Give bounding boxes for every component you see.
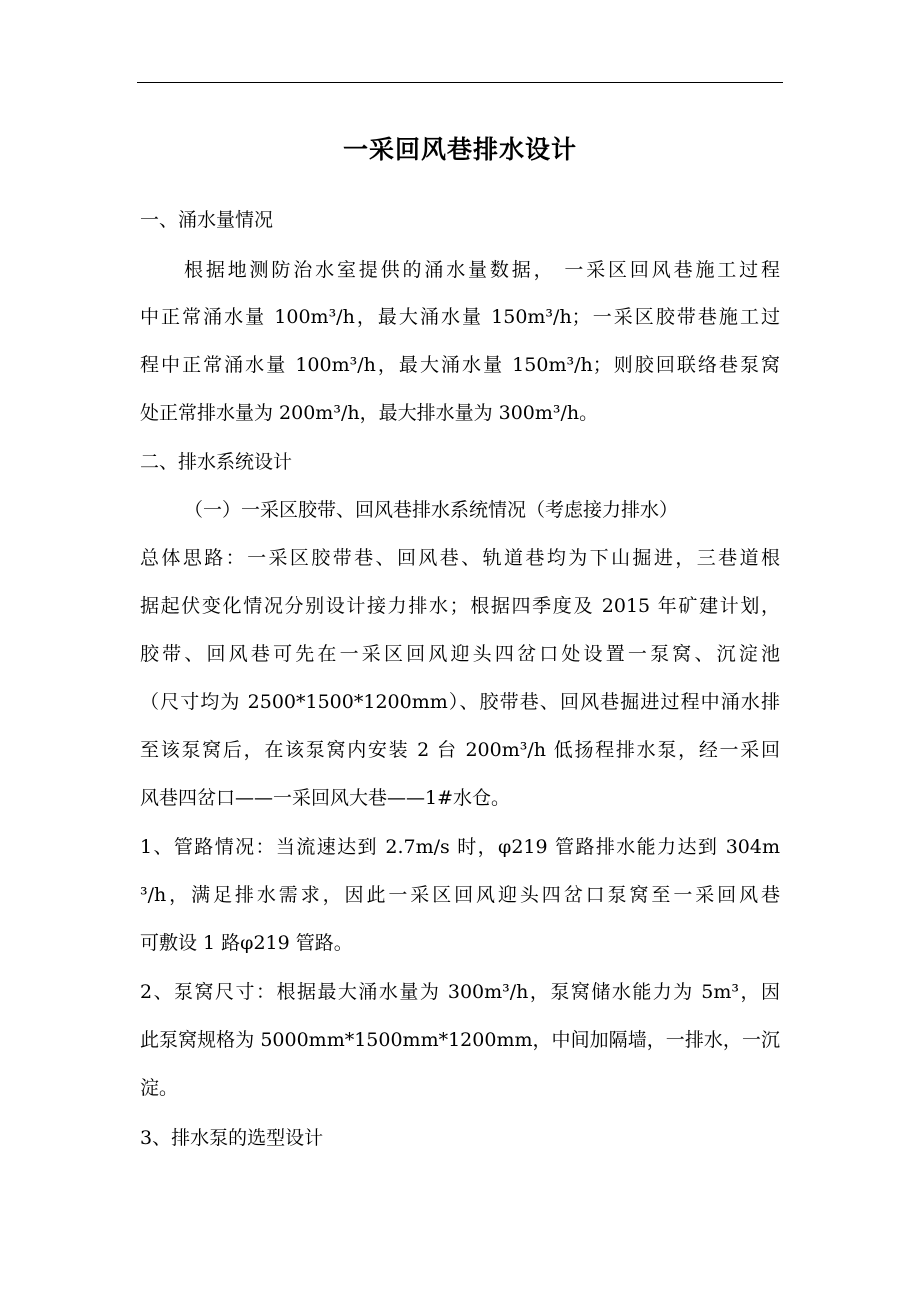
item-pipeline-line: ³/h，满足排水需求，因此一采区回风迎头四岔口泵窝至一采回风巷	[140, 884, 780, 906]
item-pump-pit-line: 此泵窝规格为 5000mm*1500mm*1200mm，中间加隔墙，一排水，一沉	[140, 1029, 780, 1051]
item-pipeline-line: 1、管路情况：当流速达到 2.7m/s 时，φ219 管路排水能力达到 304m	[140, 836, 780, 858]
paragraph-line: 风巷四岔口——一采回风大巷——1#水仓。	[140, 787, 511, 809]
header-rule	[137, 82, 783, 83]
item-pump-pit-line: 2、泵窝尺寸：根据最大涌水量为 300m³/h，泵窝储水能力为 5m³，因	[140, 981, 780, 1003]
section-heading-inflow: 一、涌水量情况	[140, 209, 274, 231]
section-heading-drainage: 二、排水系统设计	[140, 451, 293, 473]
paragraph-line: 据起伏变化情况分别设计接力排水；根据四季度及 2015 年矿建计划，	[140, 595, 780, 617]
paragraph-line: 胶带、回风巷可先在一采区回风迎头四岔口处设置一泵窝、沉淀池	[140, 643, 780, 665]
paragraph-line: 程中正常涌水量 100m³/h，最大涌水量 150m³/h；则胶回联络巷泵窝	[140, 354, 780, 376]
paragraph-line: 中正常涌水量 100m³/h，最大涌水量 150m³/h；一采区胶带巷施工过	[140, 306, 780, 328]
item-pump-pit-line: 淀。	[140, 1077, 179, 1099]
document-title: 一采回风巷排水设计	[342, 135, 577, 164]
paragraph-line: （尺寸均为 2500*1500*1200mm）、胶带巷、回风巷掘进过程中涌水排	[140, 691, 780, 713]
item-pipeline-line: 可敷设 1 路φ219 管路。	[140, 932, 353, 954]
paragraph-line: 至该泵窝后，在该泵窝内安装 2 台 200m³/h 低扬程排水泵，经一采回	[140, 739, 780, 761]
item-pump-selection-heading: 3、排水泵的选型设计	[140, 1127, 324, 1149]
paragraph-line: 总体思路：一采区胶带巷、回风巷、轨道巷均为下山掘进，三巷道根	[140, 547, 780, 569]
paragraph-line: 根据地测防治水室提供的涌水量数据， 一采区回风巷施工过程	[184, 259, 780, 281]
subsection-heading: （一）一采区胶带、回风巷排水系统情况（考虑接力排水）	[184, 499, 679, 521]
paragraph-line: 处正常排水量为 200m³/h，最大排水量为 300m³/h。	[140, 402, 599, 424]
